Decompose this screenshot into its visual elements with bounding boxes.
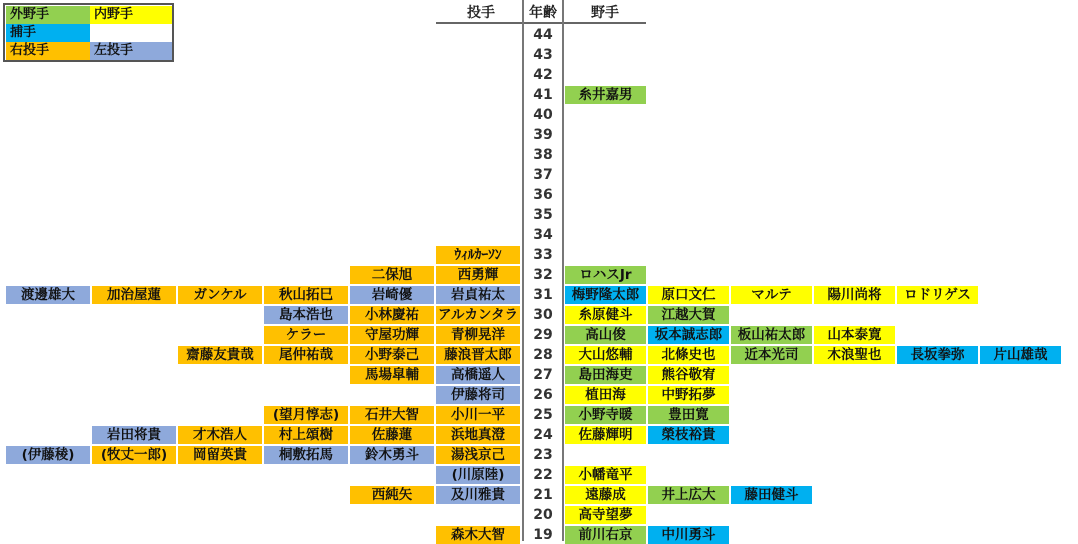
age-label: 23 bbox=[533, 447, 553, 463]
age-label: 37 bbox=[533, 167, 553, 183]
fielder-cell: 小幡竜平 bbox=[565, 466, 646, 484]
fielder-cell: 板山祐太郎 bbox=[731, 326, 812, 344]
pitcher-cell: 尾仲祐哉 bbox=[264, 346, 348, 364]
fielder-cell: 小野寺暖 bbox=[565, 406, 646, 424]
fielder-cell: 原口文仁 bbox=[648, 286, 729, 304]
pitcher-cell: (望月惇志) bbox=[264, 406, 348, 424]
fielder-cell: 近本光司 bbox=[731, 346, 812, 364]
age-label: 44 bbox=[533, 27, 553, 43]
pitcher-cell: ｳｨﾙｶｰｿﾝ bbox=[436, 246, 520, 264]
pitcher-cell: 岩田将貴 bbox=[92, 426, 176, 444]
pitcher-cell: 渡邊雄大 bbox=[6, 286, 90, 304]
fielder-cell: 長坂拳弥 bbox=[897, 346, 978, 364]
pitcher-cell: 伊藤将司 bbox=[436, 386, 520, 404]
fielder-cell: 熊谷敬宥 bbox=[648, 366, 729, 384]
fielder-cell: 北條史也 bbox=[648, 346, 729, 364]
pitcher-cell: 守屋功輝 bbox=[350, 326, 434, 344]
fielder-cell: 井上広大 bbox=[648, 486, 729, 504]
fielder-cell: ロドリゲス bbox=[897, 286, 978, 304]
pitcher-cell: 秋山拓巳 bbox=[264, 286, 348, 304]
age-label: 20 bbox=[533, 507, 553, 523]
fielder-cell: 糸井嘉男 bbox=[565, 86, 646, 104]
fielder-cell: 江越大賀 bbox=[648, 306, 729, 324]
age-label: 24 bbox=[533, 427, 553, 443]
pitcher-cell: 馬場皐輔 bbox=[350, 366, 434, 384]
fielder-cell: 木浪聖也 bbox=[814, 346, 895, 364]
age-label: 42 bbox=[533, 67, 553, 83]
fielder-cell: 前川右京 bbox=[565, 526, 646, 544]
pitcher-cell: 高橋遥人 bbox=[436, 366, 520, 384]
pitcher-cell: 小林慶祐 bbox=[350, 306, 434, 324]
age-label: 29 bbox=[533, 327, 553, 343]
age-label: 22 bbox=[533, 467, 553, 483]
age-label: 27 bbox=[533, 367, 553, 383]
pitcher-cell: 加治屋蓮 bbox=[92, 286, 176, 304]
pitcher-cell: 岡留英貴 bbox=[178, 446, 262, 464]
fielder-cell: 山本泰寛 bbox=[814, 326, 895, 344]
pitcher-cell: 小野泰己 bbox=[350, 346, 434, 364]
pitcher-cell: (伊藤稜) bbox=[6, 446, 90, 464]
age-label: 38 bbox=[533, 147, 553, 163]
age-label: 21 bbox=[533, 487, 553, 503]
fielder-cell: 島田海吏 bbox=[565, 366, 646, 384]
pitcher-cell: 鈴木勇斗 bbox=[350, 446, 434, 464]
pitcher-cell: 及川雅貴 bbox=[436, 486, 520, 504]
pitcher-cell: 藤浪晋太郎 bbox=[436, 346, 520, 364]
legend-rhp: 右投手 bbox=[6, 42, 90, 60]
age-label: 32 bbox=[533, 267, 553, 283]
pitcher-cell: ガンケル bbox=[178, 286, 262, 304]
pitcher-cell: ケラー bbox=[264, 326, 348, 344]
fielder-cell: 藤田健斗 bbox=[731, 486, 812, 504]
age-label: 40 bbox=[533, 107, 553, 123]
fielder-cell: 大山悠輔 bbox=[565, 346, 646, 364]
fielder-cell: 豊田寛 bbox=[648, 406, 729, 424]
pitcher-cell: 西純矢 bbox=[350, 486, 434, 504]
fielder-cell: 梅野隆太郎 bbox=[565, 286, 646, 304]
fielder-cell: 片山雄哉 bbox=[980, 346, 1061, 364]
age-label: 28 bbox=[533, 347, 553, 363]
fielder-cell: 中野拓夢 bbox=[648, 386, 729, 404]
legend-catcher: 捕手 bbox=[6, 24, 90, 42]
age-label: 19 bbox=[533, 527, 553, 543]
age-label: 31 bbox=[533, 287, 553, 303]
age-label: 26 bbox=[533, 387, 553, 403]
pitcher-cell: 島本浩也 bbox=[264, 306, 348, 324]
fielder-cell: 陽川尚将 bbox=[814, 286, 895, 304]
fielder-cell: 中川勇斗 bbox=[648, 526, 729, 544]
pitcher-cell: 二保旭 bbox=[350, 266, 434, 284]
age-label: 30 bbox=[533, 307, 553, 323]
fielder-header: 野手 bbox=[591, 5, 619, 21]
fielder-cell: 佐藤輝明 bbox=[565, 426, 646, 444]
age-label: 36 bbox=[533, 187, 553, 203]
fielder-cell: マルテ bbox=[731, 286, 812, 304]
age-label: 39 bbox=[533, 127, 553, 143]
age-label: 34 bbox=[533, 227, 553, 243]
legend-outfielder: 外野手 bbox=[6, 6, 90, 24]
legend-lhp: 左投手 bbox=[90, 42, 172, 60]
pitcher-cell: 浜地真澄 bbox=[436, 426, 520, 444]
pitcher-cell: 桐敷拓馬 bbox=[264, 446, 348, 464]
pitcher-cell: アルカンタラ bbox=[436, 306, 520, 324]
age-label: 43 bbox=[533, 47, 553, 63]
pitcher-cell: 湯浅京己 bbox=[436, 446, 520, 464]
pitcher-cell: 齋藤友貴哉 bbox=[178, 346, 262, 364]
fielder-cell: 榮枝裕貴 bbox=[648, 426, 729, 444]
legend bbox=[3, 3, 174, 62]
fielder-cell: 高寺望夢 bbox=[565, 506, 646, 524]
pitcher-cell: 才木浩人 bbox=[178, 426, 262, 444]
age-label: 35 bbox=[533, 207, 553, 223]
legend-infielder: 内野手 bbox=[90, 6, 172, 24]
pitcher-cell: (川原陸) bbox=[436, 466, 520, 484]
age-label: 25 bbox=[533, 407, 553, 423]
pitcher-cell: (牧丈一郎) bbox=[92, 446, 176, 464]
age-label: 41 bbox=[533, 87, 553, 103]
pitcher-cell: 佐藤蓮 bbox=[350, 426, 434, 444]
pitcher-cell: 石井大智 bbox=[350, 406, 434, 424]
fielder-cell: 糸原健斗 bbox=[565, 306, 646, 324]
pitcher-cell: 西勇輝 bbox=[436, 266, 520, 284]
fielder-cell: 坂本誠志郎 bbox=[648, 326, 729, 344]
pitcher-cell: 小川一平 bbox=[436, 406, 520, 424]
pitcher-cell: 岩貞祐太 bbox=[436, 286, 520, 304]
fielder-cell: ロハスJr bbox=[565, 266, 646, 284]
pitcher-cell: 青柳晃洋 bbox=[436, 326, 520, 344]
divider-right bbox=[562, 0, 564, 541]
header-underline bbox=[436, 22, 646, 24]
fielder-cell: 植田海 bbox=[565, 386, 646, 404]
age-label: 33 bbox=[533, 247, 553, 263]
pitcher-cell: 村上頌樹 bbox=[264, 426, 348, 444]
age-header: 年齢 bbox=[529, 5, 557, 21]
fielder-cell: 高山俊 bbox=[565, 326, 646, 344]
pitcher-header: 投手 bbox=[467, 5, 495, 21]
fielder-cell: 遠藤成 bbox=[565, 486, 646, 504]
pitcher-cell: 岩崎優 bbox=[350, 286, 434, 304]
pitcher-cell: 森木大智 bbox=[436, 526, 520, 544]
